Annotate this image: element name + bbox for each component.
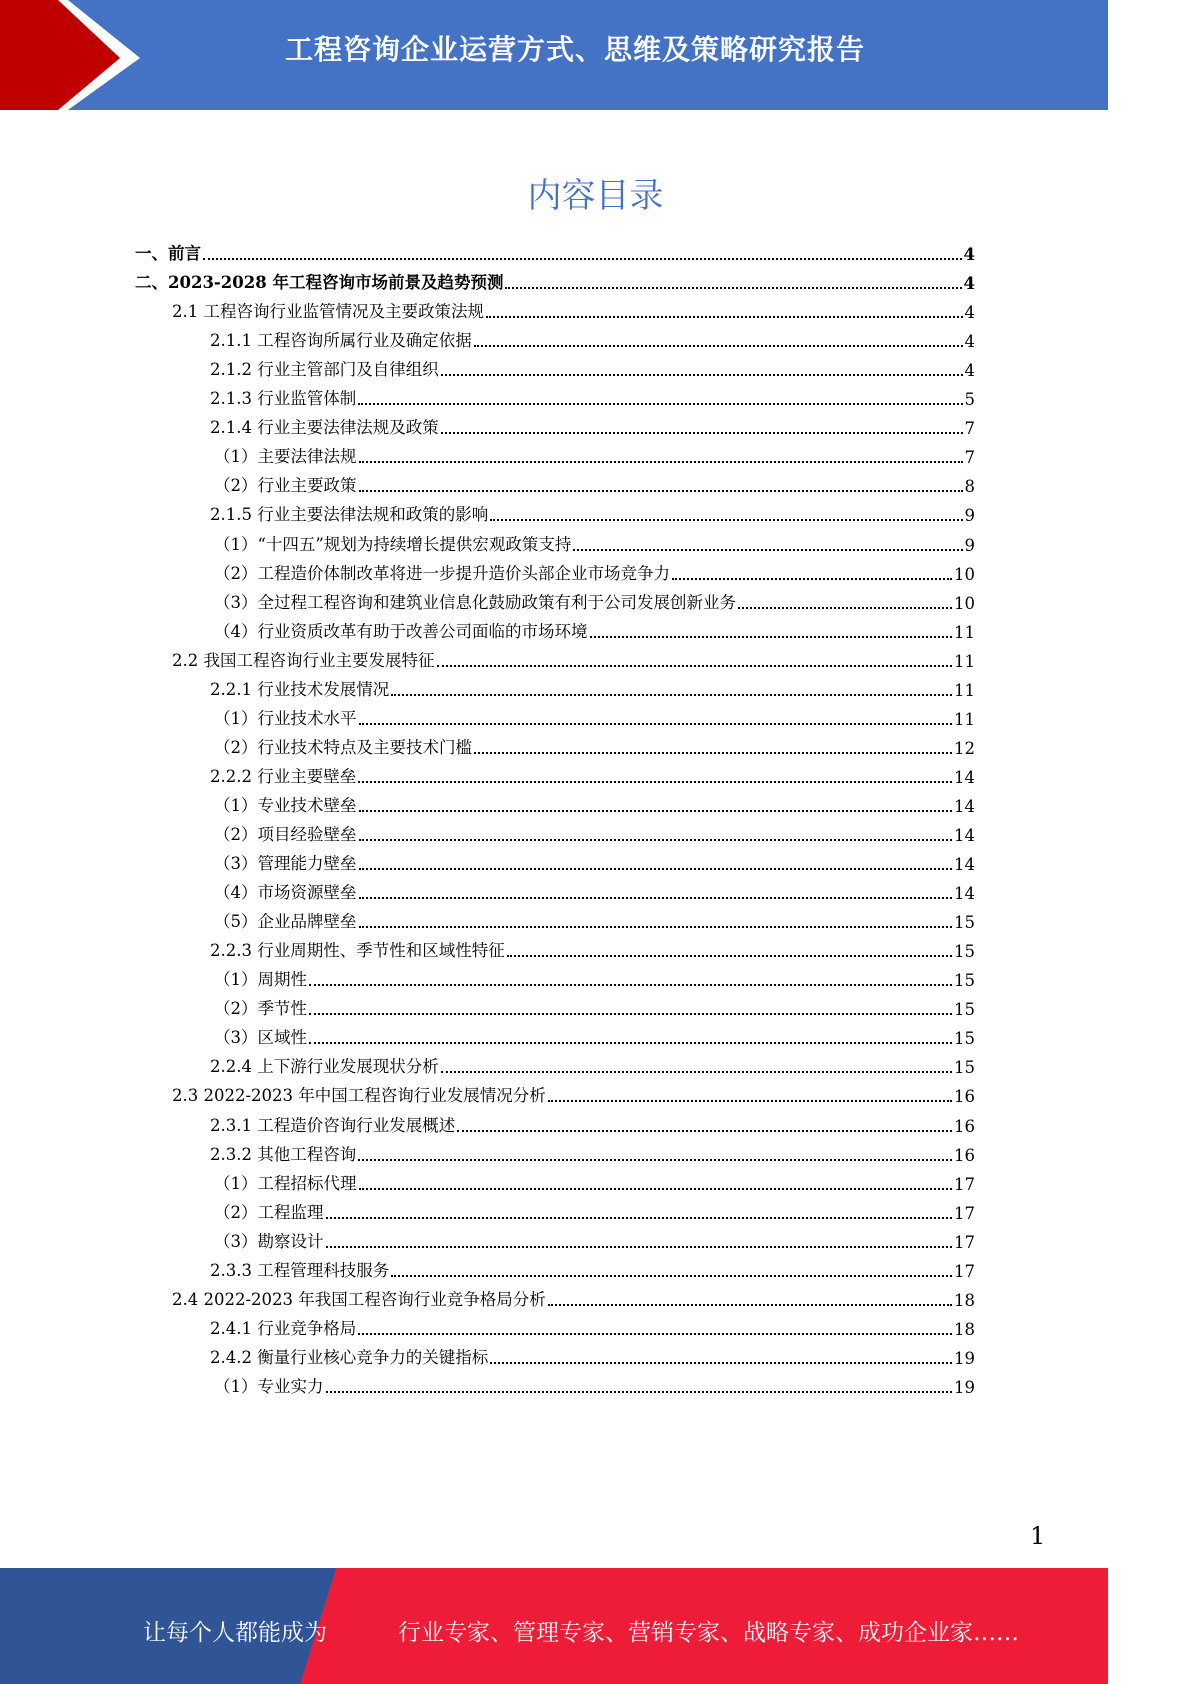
toc-entry-label: （2）工程造价体制改革将进一步提升造价头部企业市场竞争力 — [214, 563, 670, 583]
toc-entry-page: 8 — [964, 477, 975, 497]
dot-leader — [359, 723, 953, 725]
toc-entry[interactable] — [214, 558, 975, 584]
dot-leader — [441, 432, 963, 434]
dot-leader — [505, 287, 961, 289]
toc-entry[interactable] — [214, 906, 975, 932]
dot-leader — [738, 607, 952, 609]
dot-leader — [457, 1130, 952, 1132]
toc-entry[interactable] — [214, 819, 975, 845]
toc-entry-page: 7 — [964, 448, 975, 468]
toc-entry[interactable] — [214, 1022, 975, 1048]
dot-leader — [358, 781, 952, 783]
toc-entry[interactable] — [210, 354, 975, 380]
toc-entry-page: 4 — [963, 245, 975, 264]
footer-banner — [0, 1568, 1108, 1684]
toc-entry-page: 14 — [954, 855, 975, 875]
toc-entry[interactable] — [210, 1139, 975, 1165]
toc-entry-page: 17 — [954, 1232, 975, 1252]
toc-entry-label: （4）市场资源壁垒 — [214, 883, 357, 903]
toc-entry[interactable] — [214, 848, 975, 874]
toc-entry-label: （1）“十四五”规划为持续增长提供宏观政策支持 — [214, 534, 572, 554]
toc-entry-page: 17 — [954, 1174, 975, 1194]
toc-entry-label: （3）区域性 — [214, 1028, 307, 1048]
toc-entry-page: 15 — [954, 1058, 975, 1078]
dot-leader — [309, 1042, 952, 1044]
toc-entry-page: 18 — [954, 1319, 975, 1339]
toc-title: 内容目录 — [527, 176, 664, 216]
report-title: 工程咨询企业运营方式、思维及策略研究报告 — [285, 33, 866, 66]
footer-slogan-right: 行业专家、管理专家、营销专家、战略专家、成功企业家…… — [398, 1620, 1019, 1646]
toc-entry-page: 14 — [954, 884, 975, 904]
toc-entry-label: （3）勘察设计 — [214, 1231, 324, 1251]
header-banner — [0, 0, 1108, 110]
toc-entry[interactable] — [214, 587, 975, 613]
dot-leader — [359, 839, 953, 841]
dot-leader — [573, 549, 962, 551]
toc-entry[interactable] — [214, 964, 975, 990]
toc-entry[interactable] — [214, 877, 975, 903]
toc-entry-page: 15 — [954, 971, 975, 991]
toc-entry-label: 2.1 工程咨询行业监管情况及主要政策法规 — [172, 302, 484, 322]
dot-leader — [359, 926, 953, 928]
toc-entry-label: （1）主要法律法规 — [214, 447, 357, 467]
toc-entry-page: 9 — [964, 506, 975, 526]
dot-leader — [590, 636, 953, 638]
toc-entry-label: （1）专业实力 — [214, 1376, 324, 1396]
toc-entry-label: （3）全过程工程咨询和建筑业信息化鼓励政策有利于公司发展创新业务 — [214, 592, 736, 612]
toc-entry[interactable] — [172, 1080, 975, 1106]
toc-entry-page: 11 — [954, 651, 975, 671]
toc-entry-label: （1）行业技术水平 — [214, 708, 357, 728]
toc-entry-label: 2.3.1 工程造价咨询行业发展概述 — [210, 1115, 456, 1135]
toc-entry-label: 2.3.2 其他工程咨询 — [210, 1144, 357, 1164]
toc-entry[interactable] — [210, 1313, 975, 1339]
toc-entry[interactable] — [214, 616, 975, 642]
footer-slogan-left: 让每个人都能成为 — [143, 1620, 327, 1646]
dot-leader — [490, 519, 962, 521]
toc-entry[interactable] — [214, 1168, 975, 1194]
dot-leader — [490, 1362, 952, 1364]
toc-entry[interactable] — [214, 1371, 975, 1397]
toc-entry[interactable] — [214, 703, 975, 729]
toc-entry[interactable] — [210, 761, 975, 787]
toc-entry-page: 14 — [954, 826, 975, 845]
toc-entry-label: 2.1.2 行业主管部门及自律组织 — [210, 360, 439, 380]
toc-entry-label: 2.2.4 上下游行业发展现状分析 — [210, 1057, 439, 1077]
toc-entry[interactable] — [214, 470, 975, 496]
toc-entry-page: 10 — [954, 593, 975, 613]
toc-entry[interactable] — [210, 1255, 975, 1281]
toc-entry-label: 2.2.3 行业周期性、季节性和区域性特征 — [210, 941, 505, 961]
toc-entry-label: 2.1.4 行业主要法律法规及政策 — [210, 418, 439, 438]
toc-entry-label: （2）行业技术特点及主要技术门槛 — [214, 737, 472, 757]
toc-entry-label: 2.4.1 行业竞争格局 — [210, 1318, 357, 1338]
dot-leader — [437, 665, 953, 667]
toc-entry-label: （4）行业资质改革有助于改善公司面临的市场环境 — [214, 621, 588, 641]
toc-entry-page: 19 — [954, 1348, 975, 1368]
toc-entry-label: 2.4 2022-2023 年我国工程咨询行业竞争格局分析 — [172, 1289, 546, 1309]
toc-entry-label: 2.4.2 衡量行业核心竞争力的关键指标 — [210, 1347, 489, 1367]
toc-entry-page: 9 — [964, 535, 975, 555]
toc-entry-page: 14 — [954, 796, 975, 816]
toc-entry[interactable] — [210, 1342, 975, 1368]
dot-leader — [486, 316, 963, 318]
toc-entry-label: 2.2 我国工程咨询行业主要发展特征 — [172, 650, 435, 670]
dot-leader — [548, 1100, 952, 1102]
toc-entry-page: 7 — [964, 419, 975, 439]
toc-entry[interactable] — [210, 325, 975, 351]
dot-leader — [309, 1013, 952, 1015]
dot-leader — [359, 868, 953, 870]
toc-entry-label: （3）管理能力壁垒 — [214, 854, 357, 874]
toc-entry[interactable] — [214, 790, 975, 816]
arrow-decoration-icon — [0, 0, 160, 110]
toc-entry[interactable] — [135, 267, 975, 293]
toc-entry-page: 11 — [954, 622, 975, 642]
toc-entry-page: 4 — [964, 361, 975, 381]
toc-entry-page: 11 — [954, 680, 975, 700]
toc-entry[interactable] — [210, 1110, 975, 1136]
toc-entry[interactable] — [214, 1197, 975, 1223]
toc-entry-page: 15 — [954, 942, 975, 962]
toc-entry-label: （1）工程招标代理 — [214, 1173, 357, 1193]
toc-entry-label: 2.2.2 行业主要壁垒 — [210, 766, 357, 786]
toc-entry-label: 二、2023-2028 年工程咨询市场前景及趋势预测 — [135, 273, 504, 293]
dot-leader — [359, 461, 963, 463]
toc-entry[interactable] — [214, 1226, 975, 1252]
dot-leader — [474, 752, 952, 754]
toc-entry[interactable] — [214, 993, 975, 1019]
toc-entry[interactable] — [135, 238, 975, 264]
dot-leader — [359, 1188, 953, 1190]
toc-entry-page: 16 — [954, 1145, 975, 1165]
toc-entry-label: 2.1.3 行业监管体制 — [210, 389, 357, 409]
toc-entry-page: 18 — [954, 1290, 975, 1310]
dot-leader — [507, 955, 952, 957]
dot-leader — [441, 374, 963, 376]
toc-entry-page: 17 — [954, 1261, 975, 1281]
dot-leader — [358, 1333, 952, 1335]
toc-entry-label: （2）季节性 — [214, 999, 307, 1019]
toc-entry-label: 一、前言 — [135, 244, 201, 263]
dot-leader — [359, 810, 953, 812]
toc-entry-label: 2.1.1 工程咨询所属行业及确定依据 — [210, 331, 472, 351]
dot-leader — [391, 694, 952, 696]
dot-leader — [358, 403, 962, 405]
dot-leader — [326, 1246, 953, 1248]
dot-leader — [309, 984, 952, 986]
toc-entry-page: 16 — [954, 1087, 975, 1107]
dot-leader — [358, 1159, 952, 1161]
toc-entry-page: 4 — [964, 332, 975, 352]
toc-entry-page: 4 — [964, 303, 975, 323]
toc-entry-page: 15 — [954, 1000, 975, 1020]
toc-entry-page: 14 — [954, 767, 975, 787]
dot-leader — [203, 258, 962, 260]
toc-entry-page: 11 — [954, 709, 975, 729]
toc-entry-label: （5）企业品牌壁垒 — [214, 912, 357, 932]
dot-leader — [391, 1275, 952, 1277]
toc-entry[interactable] — [214, 529, 975, 555]
toc-entry-page: 15 — [954, 913, 975, 933]
toc-entry-page: 19 — [954, 1377, 975, 1397]
dot-leader — [326, 1217, 953, 1219]
toc-entry[interactable] — [210, 935, 975, 961]
toc-entry-label: 2.1.5 行业主要法律法规和政策的影响 — [210, 505, 489, 525]
toc-entry-label: 2.3.3 工程管理科技服务 — [210, 1260, 390, 1280]
toc-entry-page: 5 — [964, 390, 975, 410]
toc-entry-label: 2.2.1 行业技术发展情况 — [210, 679, 390, 699]
dot-leader — [474, 345, 963, 347]
toc-entry-page: 16 — [954, 1116, 975, 1136]
toc-entry-page: 15 — [954, 1029, 975, 1049]
dot-leader — [441, 1071, 952, 1073]
toc-entry-label: （1）周期性 — [214, 970, 307, 990]
toc-entry[interactable] — [210, 412, 975, 438]
toc-entry[interactable] — [214, 732, 975, 758]
toc-entry-page: 12 — [954, 738, 975, 758]
toc-entry[interactable] — [172, 1284, 975, 1310]
dot-leader — [548, 1304, 952, 1306]
toc-entry[interactable] — [210, 674, 975, 700]
toc-entry[interactable] — [172, 645, 975, 671]
toc-entry[interactable] — [210, 383, 975, 409]
toc-entry[interactable] — [210, 1051, 975, 1077]
dot-leader — [359, 490, 963, 492]
toc-entry-label: （2）项目经验壁垒 — [214, 825, 357, 844]
dot-leader — [326, 1391, 953, 1393]
toc-entry[interactable] — [214, 441, 975, 467]
toc-entry-label: （2）行业主要政策 — [214, 476, 357, 496]
page-number: 1 — [1030, 1522, 1046, 1550]
toc-entry[interactable] — [172, 296, 975, 322]
toc-entry-page: 4 — [963, 274, 975, 294]
toc-entry[interactable] — [210, 499, 975, 525]
toc-entry-page: 10 — [954, 564, 975, 584]
toc-entry-label: （2）工程监理 — [214, 1202, 324, 1222]
toc-entry-label: 2.3 2022-2023 年中国工程咨询行业发展情况分析 — [172, 1086, 546, 1106]
toc-entry-label: （1）专业技术壁垒 — [214, 795, 357, 815]
dot-leader — [672, 578, 952, 580]
toc-entry-page: 17 — [954, 1203, 975, 1223]
dot-leader — [359, 897, 953, 899]
